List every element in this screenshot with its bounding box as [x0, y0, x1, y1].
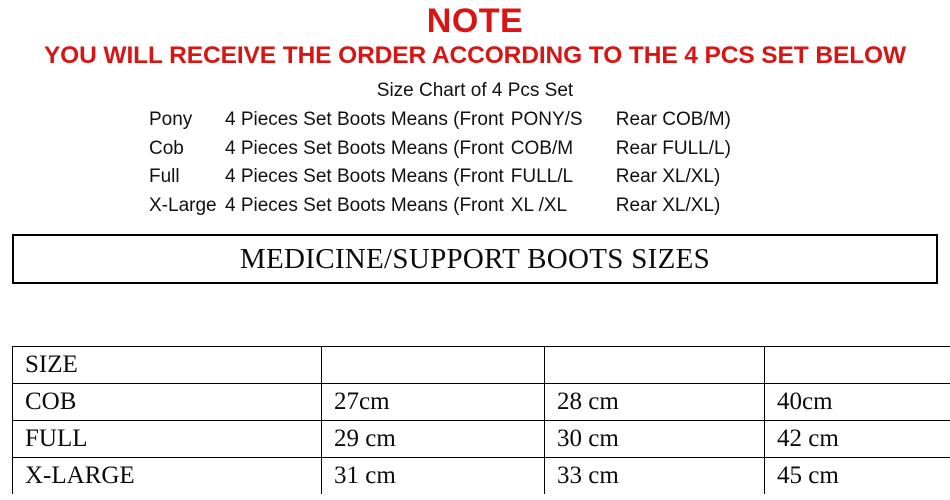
table-row: [13, 458, 950, 495]
table-cell-measure-1: 31 cm: [322, 458, 545, 495]
list-item: [149, 192, 801, 221]
table-cell-measure-3: 45 cm: [765, 458, 950, 495]
table-cell-size: X-LARGE: [13, 458, 322, 495]
table-header-row: [13, 347, 950, 384]
list-item: [149, 163, 801, 192]
table-header-cell-size: SIZE: [13, 347, 322, 384]
set-size-label: X-Large: [149, 192, 225, 221]
set-size-label: Full: [149, 163, 225, 192]
table-cell-measure-1: 27cm: [322, 384, 545, 421]
note-title: NOTE: [0, 2, 950, 40]
table-row: [13, 384, 950, 421]
set-rear-size: Rear XL/XL): [616, 163, 721, 192]
size-chart-heading: Size Chart of 4 Pcs Set: [0, 79, 950, 103]
set-size-label: Pony: [149, 106, 225, 135]
list-item: [149, 106, 801, 135]
table-cell-size: COB: [13, 384, 322, 421]
table-header-cell-3: [545, 347, 765, 384]
table-cell-measure-2: 28 cm: [545, 384, 765, 421]
table-cell-measure-1: 29 cm: [322, 421, 545, 458]
spacer: [0, 284, 950, 346]
set-front-size: COB/M: [504, 135, 616, 164]
set-means-text: 4 Pieces Set Boots Means (Front: [225, 163, 504, 192]
set-front-size: XL /XL: [504, 192, 616, 221]
boots-sizes-table: [12, 346, 950, 494]
banner-title: MEDICINE/SUPPORT BOOTS SIZES: [240, 243, 710, 276]
table-cell-size: FULL: [13, 421, 322, 458]
set-front-size: PONY/S: [504, 106, 616, 135]
table-row: [13, 421, 950, 458]
set-means-text: 4 Pieces Set Boots Means (Front: [225, 135, 504, 164]
set-size-label: Cob: [149, 135, 225, 164]
set-rear-size: Rear XL/XL): [616, 192, 721, 221]
table-header-cell-4: [765, 347, 950, 384]
table-header-cell-2: [322, 347, 545, 384]
banner-box: [12, 234, 938, 284]
set-definition-list: [149, 106, 801, 220]
set-front-size: FULL/L: [504, 163, 616, 192]
table-cell-measure-2: 33 cm: [545, 458, 765, 495]
size-chart-document: [0, 2, 950, 500]
table-cell-measure-3: 42 cm: [765, 421, 950, 458]
set-rear-size: Rear FULL/L): [616, 135, 731, 164]
list-item: [149, 135, 801, 164]
note-subtitle: YOU WILL RECEIVE THE ORDER ACCORDING TO THE 4 PCS SET BELOW: [0, 42, 950, 70]
set-rear-size: Rear COB/M): [616, 106, 731, 135]
table-cell-measure-3: 40cm: [765, 384, 950, 421]
set-means-text: 4 Pieces Set Boots Means (Front: [225, 192, 504, 221]
set-means-text: 4 Pieces Set Boots Means (Front: [225, 106, 504, 135]
table-cell-measure-2: 30 cm: [545, 421, 765, 458]
